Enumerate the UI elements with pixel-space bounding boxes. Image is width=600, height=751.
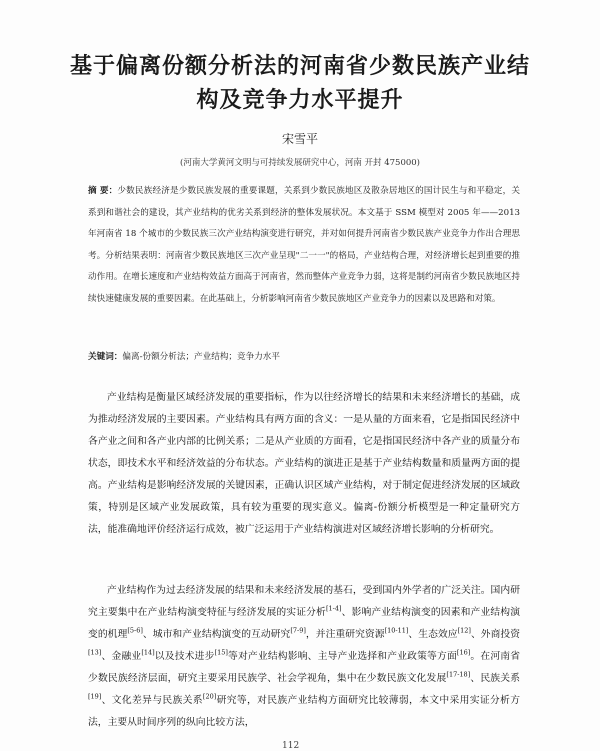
paper-title: 基于偏离份额分析法的河南省少数民族产业结构及竞争力水平提升 bbox=[69, 54, 530, 113]
para2-text: 、民族关系 bbox=[470, 673, 521, 684]
citation-ref: [1-4] bbox=[325, 604, 342, 613]
keywords-text: 偏离-份额分析法；产业结构；竞争力水平 bbox=[122, 352, 280, 362]
abstract bbox=[88, 181, 520, 310]
para2-text: 研究等，对民族产业结构方面研究比较薄弱，本文中采用实证分析方法，主要从时间序列的纵向比较方法， bbox=[88, 695, 521, 728]
para2-text: 、城市和产业结构演变的互动研究 bbox=[142, 629, 291, 640]
body-paragraph-1: 产业结构是衡量区域经济发展的重要指标，作为以往经济增长的结果和未来经济增长的基础，成为推动经济发展的主要因素。产业结构具有两方面的含义：一是从量的方面来看，它是指国民经济中各产业之间和各产业内部的比例关系；二是从产业质的方面看，它是指国民经济中各产业的质量分布状态，即技术水平和经济效益的分布状态。产业结构的演进正是基于产业结构数量和质量两方面的提高。产业结构是影响经济发展的关键因素，正确认识区域产业结构，对于制定促进经济发展的区域政策，特别是区域产业发展政策，具有较为重要的现实意义。偏离-份额分析模型是一种定量研究方法，能准确地评价经济运行成效，被广泛运用于产业结构演进对区域经济增长影响的分析研究。 bbox=[88, 392, 520, 535]
abstract-label: 摘 要： bbox=[88, 186, 118, 196]
citation-ref: [5-6] bbox=[127, 626, 143, 635]
citation-ref: [17-18] bbox=[446, 670, 471, 679]
citation-ref: [20] bbox=[202, 692, 217, 701]
abstract-text: 少数民族经济是少数民族发展的重要课题，关系到少数民族地区及散杂居地区的国计民生与和平稳定，关系到和谐社会的建设，其产业结构的优劣关系到经济的整体发展状况。本文基于 SSM 模型对 2005 年——2013 年河南省 18 个城市的少数民族三次产业结构演变进行研究，并对如何提升河南省少数民族产业竞争力作出合理思考。分析结果表明：河南省少数民族地区三次产业呈现"二一一"的格局，产业结构合理，对经济增长起到重要的推动作用。在增长速度和产业结构效益方面高于河南省，然而整体产业竞争力弱，这将是制约河南省少数民族地区持续快速健康发展的重要因素。在此基础上，分析影响河南省少数民族地区产业竞争力的因素以及思路和对策。 bbox=[88, 186, 520, 304]
para2-text: 、金融业 bbox=[101, 651, 142, 662]
citation-ref: [13] bbox=[88, 648, 102, 657]
author-affiliation: (河南大学黄河文明与可持续发展研究中心，河南 开封 475000) bbox=[180, 158, 420, 168]
keywords bbox=[88, 350, 520, 362]
para2-text: 产业结构作为过去经济发展的结果和未来经济发展的基石，受到国内外学者的广泛关注。国内研究主要集中在产业结构演变特征与经济发展的实证分析 bbox=[88, 585, 520, 618]
citation-ref: [12] bbox=[457, 626, 471, 635]
citation-ref: [7-9] bbox=[290, 626, 306, 635]
para2-text: 、生态效应 bbox=[408, 629, 458, 640]
body-paragraph-2 bbox=[88, 580, 520, 734]
citation-ref: [16] bbox=[456, 648, 471, 657]
citation-ref: [15] bbox=[214, 648, 228, 657]
para2-text: ，并注重研究资源 bbox=[305, 629, 385, 640]
keywords-label: 关键词： bbox=[88, 352, 123, 362]
para2-text: 、文化差异与民族关系 bbox=[101, 695, 203, 706]
para2-text: 以及技术进步 bbox=[154, 651, 215, 662]
page-number: 112 bbox=[282, 741, 300, 751]
citation-ref: [19] bbox=[88, 692, 102, 701]
para2-text: 。在河南省少数民族经济层面，研究主要采用民族学、社会学视角，集中在少数民族文化发展 bbox=[88, 651, 521, 684]
citation-ref: [10-11] bbox=[384, 626, 409, 635]
author-name: 宋雪平 bbox=[281, 132, 318, 146]
para2-text: 等对产业结构影响、主导产业选择和产业政策等方面 bbox=[227, 651, 457, 662]
para2-text: 、外商投资 bbox=[470, 629, 521, 640]
para2-text: 、影响产业结构演变的因素和产业结构演变的机理 bbox=[88, 607, 521, 640]
citation-ref: [14] bbox=[141, 648, 155, 657]
